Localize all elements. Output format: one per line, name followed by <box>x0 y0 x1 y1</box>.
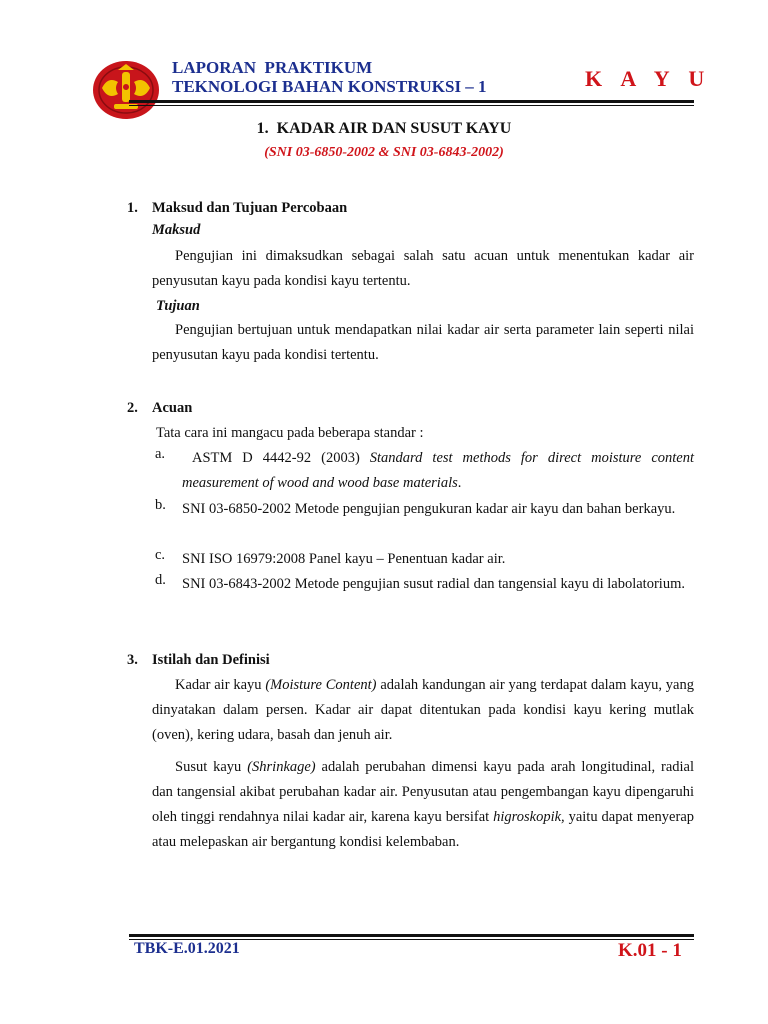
definition-shrinkage <box>152 755 694 855</box>
tujuan-label: Tujuan <box>156 298 200 314</box>
page-number: K.01 - 1 <box>618 940 682 961</box>
maksud-label: Maksud <box>152 222 201 238</box>
acuan-item-a <box>182 446 694 496</box>
acuan-item-b: SNI 03-6850-2002 Metode pengujian pengukuran kadar air kayu dan bahan berkayu. <box>182 501 676 517</box>
university-logo <box>92 60 160 120</box>
definition-moisture-content <box>152 673 694 748</box>
definition-shrinkage-term: (Shrinkage) <box>247 759 316 775</box>
acuan-item-a-tail: . <box>457 475 462 491</box>
acuan-item-a-italic: Standard test methods for direct moisture content measurement of wood and wood base materials <box>182 450 694 491</box>
definition-shrinkage-term2: higroskopik, <box>493 809 565 825</box>
part2-heading: Acuan <box>152 400 193 416</box>
part3-number: 3. <box>127 652 138 668</box>
acuan-item-c: SNI ISO 16979:2008 Panel kayu – Penentuan kadar air. <box>182 551 506 567</box>
acuan-item-a-label: a. <box>155 446 166 462</box>
acuan-item-b-label: b. <box>155 497 166 513</box>
header-rule-thick <box>129 100 694 103</box>
maksud-paragraph: Pengujian ini dimaksudkan sebagai salah satu acuan untuk menentukan kadar air penyusutan kayu pada kondisi kayu tertentu. <box>152 248 694 289</box>
definition-moisture-content-b: adalah kandungan air yang terdapat dalam kayu, yang dinyatakan dalam persen. Kadar air dapat ditentukan pada kondisi kayu kering mutlak (oven), kering udara, basah dan jenuh air. <box>152 677 694 743</box>
report-title <box>172 58 487 96</box>
part1-heading: Maksud dan Tujuan Percobaan <box>152 200 348 216</box>
acuan-item-d: SNI 03-6843-2002 Metode pengujian susut radial dan tangensial kayu di labolatorium. <box>182 576 685 592</box>
acuan-item-c-label: c. <box>155 547 166 563</box>
report-title-line2: TEKNOLOGI BAHAN KONSTRUKSI – 1 <box>172 77 487 96</box>
definition-moisture-content-term: (Moisture Content) <box>265 677 377 693</box>
part2-number: 2. <box>127 400 138 416</box>
acuan-item-d-label: d. <box>155 572 166 588</box>
document-code: TBK-E.01.2021 <box>134 940 240 957</box>
section-subtitle: (SNI 03-6850-2002 & SNI 03-6843-2002) <box>264 145 504 160</box>
definition-shrinkage-b: adalah perubahan dimensi kayu pada arah longitudinal, radial dan tangensial akibat perubahan kadar air. Penyusutan atau pengembangan kayu dipengaruhi oleh tinggi rendahnya nilai kadar air, karena kayu bersifat <box>152 759 695 825</box>
definition-moisture-content-a: Kadar air kayu <box>175 677 266 693</box>
footer-rule-thick <box>129 934 694 937</box>
definition-shrinkage-c: yaitu dapat menyerap atau melepaskan air bergantung kondisi kelembaban. <box>152 809 694 850</box>
part3-heading: Istilah dan Definisi <box>152 652 270 668</box>
part1-number: 1. <box>127 200 138 216</box>
report-title-line1: LAPORAN PRAKTIKUM <box>172 58 373 77</box>
header-rule-thin <box>129 105 694 106</box>
tujuan-paragraph: Pengujian bertujuan untuk mendapatkan nilai kadar air serta parameter lain seperti nilai penyusutan kayu pada kondisi tertentu. <box>152 322 694 363</box>
definition-shrinkage-a: Susut kayu <box>175 759 248 775</box>
section-title: 1. KADAR AIR DAN SUSUT KAYU <box>256 120 512 137</box>
acuan-item-a-text: ASTM D 4442-92 (2003) <box>192 450 370 466</box>
subject-label: K A Y U <box>585 66 712 91</box>
acuan-intro: Tata cara ini mangacu pada beberapa standar : <box>156 425 424 441</box>
